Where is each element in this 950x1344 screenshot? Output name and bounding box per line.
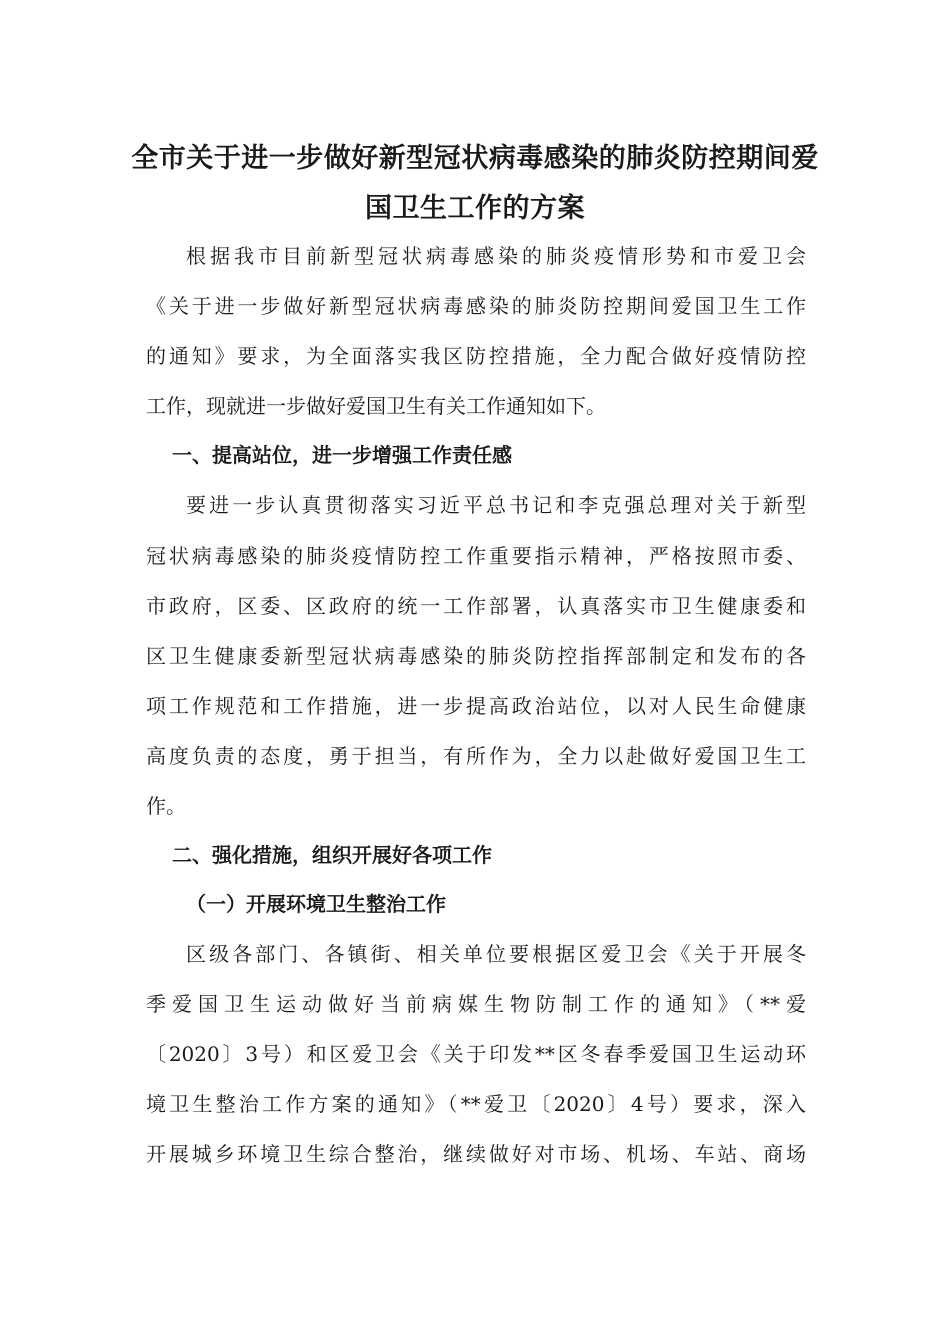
section-1-paragraph-line: 市政府，区委、区政府的统一工作部署，认真落实市卫生健康委和 [146, 594, 806, 618]
document-title-line-2: 国卫生工作的方案 [365, 193, 585, 224]
section-2-1-paragraph-line: 开展城乡环境卫生综合整治，继续做好对市场、机场、车站、商场 [146, 1142, 806, 1166]
section-2-1-paragraph-line: 境卫生整治工作方案的通知》（**爱卫〔2020〕4号）要求，深入 [146, 1092, 806, 1116]
section-heading-1: 一、提高站位，进一步增强工作责任感 [172, 443, 512, 467]
section-1-paragraph-line: 要进一步认真贯彻落实习近平总书记和李克强总理对关于新型 [186, 493, 806, 517]
intro-paragraph-line: 的通知》要求，为全面落实我区防控措施，全力配合做好疫情防控 [146, 344, 806, 368]
intro-paragraph-line: 根据我市目前新型冠状病毒感染的肺炎疫情形势和市爱卫会 [186, 244, 806, 268]
section-2-1-paragraph-line: 区级各部门、各镇街、相关单位要根据区爱卫会《关于开展冬 [186, 942, 806, 966]
section-1-paragraph-line: 高度负责的态度，勇于担当，有所作为，全力以赴做好爱国卫生工 [146, 744, 806, 768]
document-title-line-1: 全市关于进一步做好新型冠状病毒感染的肺炎防控期间爱 [131, 143, 819, 174]
section-1-paragraph-line: 项工作规范和工作措施，进一步提高政治站位，以对人民生命健康 [146, 694, 806, 718]
section-1-paragraph-line: 作。 [146, 794, 186, 818]
section-heading-2: 二、强化措施，组织开展好各项工作 [172, 843, 492, 867]
intro-paragraph-line: 《关于进一步做好新型冠状病毒感染的肺炎防控期间爱国卫生工作 [146, 294, 806, 318]
section-1-paragraph-line: 冠状病毒感染的肺炎疫情防控工作重要指示精神，严格按照市委、 [146, 544, 806, 568]
subsection-heading-2-1: （一）开展环境卫生整治工作 [186, 892, 446, 916]
section-1-paragraph-line: 区卫生健康委新型冠状病毒感染的肺炎防控指挥部制定和发布的各 [146, 644, 806, 668]
section-2-1-paragraph-line: 季爱国卫生运动做好当前病媒生物防制工作的通知》（**爱 [146, 992, 806, 1016]
intro-paragraph-line: 工作，现就进一步做好爱国卫生有关工作通知如下。 [146, 394, 606, 418]
section-2-1-paragraph-line: 〔2020〕3号）和区爱卫会《关于印发**区冬春季爱国卫生运动环 [146, 1042, 806, 1066]
